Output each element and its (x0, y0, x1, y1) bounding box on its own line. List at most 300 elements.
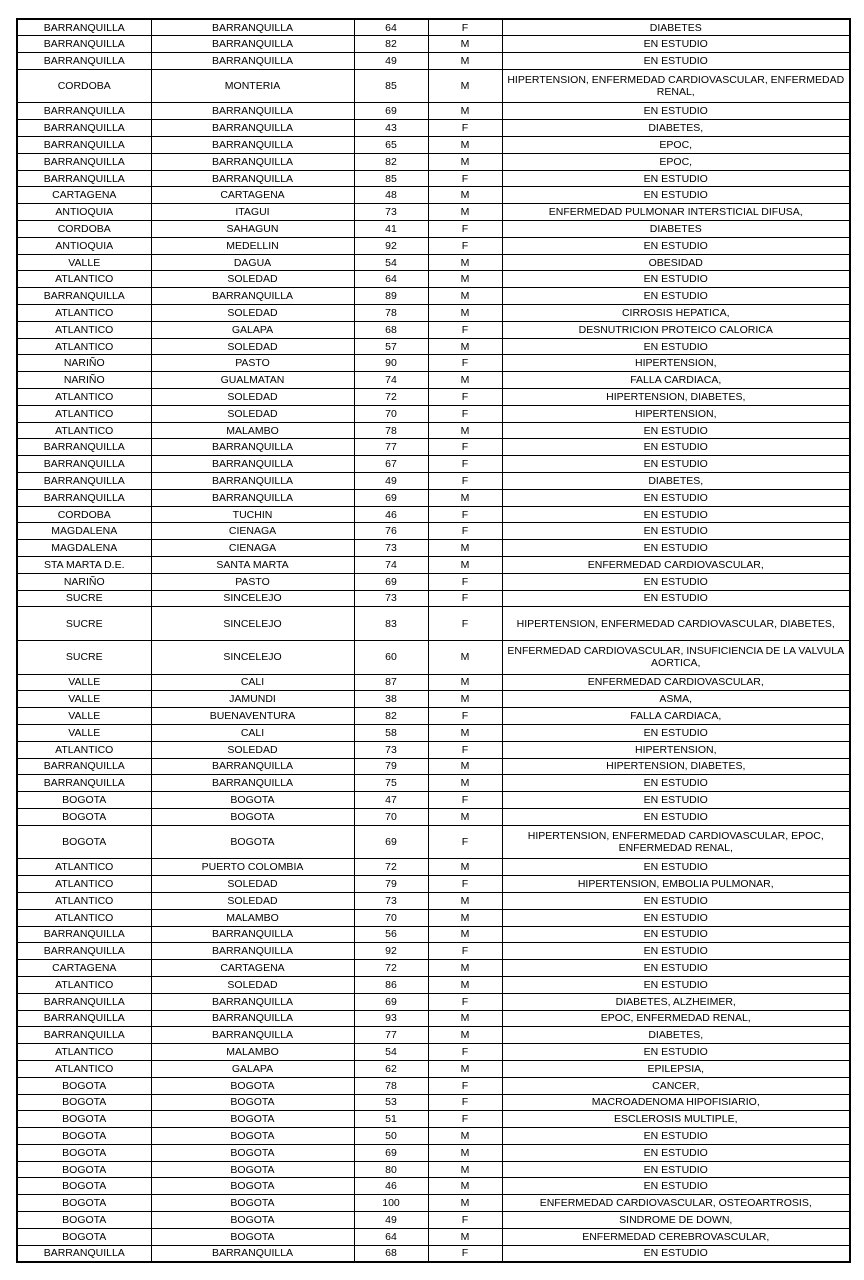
age-cell: 72 (354, 960, 428, 977)
conditions-cell: EN ESTUDIO (502, 103, 850, 120)
sex-cell: M (428, 254, 502, 271)
department-cell: BARRANQUILLA (17, 758, 151, 775)
conditions-cell: ENFERMEDAD CARDIOVASCULAR, (502, 674, 850, 691)
conditions-cell: ENFERMEDAD CARDIOVASCULAR, INSUFICIENCIA DE LA VALVULA AORTICA, (502, 640, 850, 674)
sex-cell: M (428, 960, 502, 977)
age-cell: 78 (354, 422, 428, 439)
department-cell: ATLANTICO (17, 405, 151, 422)
age-cell: 69 (354, 573, 428, 590)
age-cell: 92 (354, 943, 428, 960)
city-cell: SINCELEJO (151, 640, 354, 674)
conditions-cell: EN ESTUDIO (502, 506, 850, 523)
table-row (17, 1161, 850, 1178)
department-cell: VALLE (17, 691, 151, 708)
conditions-cell: DIABETES, ALZHEIMER, (502, 993, 850, 1010)
department-cell: BARRANQUILLA (17, 1027, 151, 1044)
conditions-cell: EN ESTUDIO (502, 1128, 850, 1145)
department-cell: ANTIOQUIA (17, 204, 151, 221)
table-row (17, 825, 850, 859)
sex-cell: F (428, 456, 502, 473)
age-cell: 49 (354, 53, 428, 70)
age-cell: 50 (354, 1128, 428, 1145)
conditions-cell: DIABETES (502, 221, 850, 238)
conditions-cell: ENFERMEDAD CARDIOVASCULAR, (502, 557, 850, 574)
table-row (17, 859, 850, 876)
table-row (17, 439, 850, 456)
city-cell: CARTAGENA (151, 960, 354, 977)
city-cell: SINCELEJO (151, 590, 354, 607)
conditions-cell: HIPERTENSION, DIABETES, (502, 389, 850, 406)
department-cell: ATLANTICO (17, 305, 151, 322)
city-cell: PASTO (151, 573, 354, 590)
sex-cell: F (428, 355, 502, 372)
table-row (17, 976, 850, 993)
department-cell: SUCRE (17, 607, 151, 641)
sex-cell: M (428, 305, 502, 322)
age-cell: 46 (354, 1178, 428, 1195)
conditions-cell: EN ESTUDIO (502, 926, 850, 943)
city-cell: JAMUNDI (151, 691, 354, 708)
city-cell: BOGOTA (151, 1178, 354, 1195)
department-cell: BOGOTA (17, 1161, 151, 1178)
sex-cell: M (428, 53, 502, 70)
age-cell: 73 (354, 892, 428, 909)
conditions-cell: OBESIDAD (502, 254, 850, 271)
conditions-cell: ENFERMEDAD CARDIOVASCULAR, OSTEOARTROSIS, (502, 1195, 850, 1212)
city-cell: BARRANQUILLA (151, 103, 354, 120)
age-cell: 70 (354, 909, 428, 926)
sex-cell: M (428, 69, 502, 103)
department-cell: CARTAGENA (17, 187, 151, 204)
department-cell: BARRANQUILLA (17, 53, 151, 70)
table-row (17, 523, 850, 540)
sex-cell: M (428, 808, 502, 825)
sex-cell: F (428, 1111, 502, 1128)
age-cell: 75 (354, 775, 428, 792)
city-cell: GALAPA (151, 1060, 354, 1077)
city-cell: BOGOTA (151, 1094, 354, 1111)
table-row (17, 741, 850, 758)
department-cell: BARRANQUILLA (17, 926, 151, 943)
age-cell: 54 (354, 254, 428, 271)
table-row (17, 53, 850, 70)
conditions-cell: EN ESTUDIO (502, 892, 850, 909)
conditions-cell: EN ESTUDIO (502, 808, 850, 825)
age-cell: 72 (354, 859, 428, 876)
table-row (17, 1245, 850, 1262)
sex-cell: F (428, 1245, 502, 1262)
sex-cell: M (428, 557, 502, 574)
department-cell: SUCRE (17, 640, 151, 674)
city-cell: SOLEDAD (151, 976, 354, 993)
sex-cell: F (428, 405, 502, 422)
age-cell: 49 (354, 1212, 428, 1229)
department-cell: VALLE (17, 724, 151, 741)
conditions-cell: HIPERTENSION, DIABETES, (502, 758, 850, 775)
table-row (17, 221, 850, 238)
city-cell: MEDELLIN (151, 237, 354, 254)
table-row (17, 808, 850, 825)
conditions-cell: HIPERTENSION, ENFERMEDAD CARDIOVASCULAR, ENFERMEDAD RENAL, (502, 69, 850, 103)
age-cell: 70 (354, 405, 428, 422)
age-cell: 51 (354, 1111, 428, 1128)
table-row (17, 792, 850, 809)
city-cell: TUCHIN (151, 506, 354, 523)
table-row (17, 355, 850, 372)
conditions-cell: EN ESTUDIO (502, 439, 850, 456)
age-cell: 82 (354, 708, 428, 725)
city-cell: DAGUA (151, 254, 354, 271)
department-cell: BARRANQUILLA (17, 473, 151, 490)
conditions-cell: EN ESTUDIO (502, 338, 850, 355)
conditions-cell: EN ESTUDIO (502, 540, 850, 557)
city-cell: CALI (151, 724, 354, 741)
conditions-cell: EN ESTUDIO (502, 523, 850, 540)
age-cell: 80 (354, 1161, 428, 1178)
conditions-cell: EN ESTUDIO (502, 573, 850, 590)
table-row (17, 758, 850, 775)
sex-cell: F (428, 237, 502, 254)
conditions-cell: EN ESTUDIO (502, 1144, 850, 1161)
table-row (17, 607, 850, 641)
sex-cell: M (428, 1161, 502, 1178)
age-cell: 79 (354, 758, 428, 775)
sex-cell: M (428, 271, 502, 288)
table-row (17, 960, 850, 977)
fallecidos-table (16, 18, 851, 1263)
city-cell: BARRANQUILLA (151, 943, 354, 960)
age-cell: 67 (354, 456, 428, 473)
table-row (17, 120, 850, 137)
conditions-cell: EN ESTUDIO (502, 590, 850, 607)
city-cell: BARRANQUILLA (151, 758, 354, 775)
conditions-cell: EPILEPSIA, (502, 1060, 850, 1077)
conditions-cell: EN ESTUDIO (502, 53, 850, 70)
department-cell: BOGOTA (17, 1178, 151, 1195)
conditions-cell: EN ESTUDIO (502, 170, 850, 187)
city-cell: BARRANQUILLA (151, 53, 354, 70)
city-cell: BOGOTA (151, 1212, 354, 1229)
table-row (17, 674, 850, 691)
sex-cell: F (428, 473, 502, 490)
age-cell: 76 (354, 523, 428, 540)
age-cell: 74 (354, 557, 428, 574)
sex-cell: M (428, 540, 502, 557)
conditions-cell: ASMA, (502, 691, 850, 708)
age-cell: 73 (354, 540, 428, 557)
sex-cell: F (428, 1094, 502, 1111)
department-cell: BOGOTA (17, 1144, 151, 1161)
city-cell: SOLEDAD (151, 271, 354, 288)
table-row (17, 321, 850, 338)
department-cell: VALLE (17, 708, 151, 725)
age-cell: 65 (354, 137, 428, 154)
department-cell: SUCRE (17, 590, 151, 607)
age-cell: 48 (354, 187, 428, 204)
table-row (17, 254, 850, 271)
conditions-cell: ENFERMEDAD CEREBROVASCULAR, (502, 1228, 850, 1245)
sex-cell: F (428, 221, 502, 238)
table-row (17, 103, 850, 120)
city-cell: BARRANQUILLA (151, 153, 354, 170)
conditions-cell: EN ESTUDIO (502, 456, 850, 473)
conditions-cell: DESNUTRICION PROTEICO CALORICA (502, 321, 850, 338)
city-cell: SOLEDAD (151, 892, 354, 909)
sex-cell: M (428, 976, 502, 993)
sex-cell: M (428, 892, 502, 909)
city-cell: BARRANQUILLA (151, 489, 354, 506)
city-cell: BARRANQUILLA (151, 993, 354, 1010)
sex-cell: F (428, 1044, 502, 1061)
sex-cell: F (428, 708, 502, 725)
sex-cell: F (428, 876, 502, 893)
city-cell: BARRANQUILLA (151, 926, 354, 943)
table-row (17, 724, 850, 741)
sex-cell: M (428, 372, 502, 389)
conditions-cell: EN ESTUDIO (502, 792, 850, 809)
city-cell: BOGOTA (151, 1128, 354, 1145)
sex-cell: M (428, 338, 502, 355)
city-cell: SOLEDAD (151, 741, 354, 758)
city-cell: SOLEDAD (151, 305, 354, 322)
table-row (17, 1010, 850, 1027)
age-cell: 60 (354, 640, 428, 674)
city-cell: SOLEDAD (151, 876, 354, 893)
age-cell: 58 (354, 724, 428, 741)
city-cell: CALI (151, 674, 354, 691)
age-cell: 85 (354, 69, 428, 103)
age-cell: 83 (354, 607, 428, 641)
department-cell: BOGOTA (17, 825, 151, 859)
conditions-cell: EN ESTUDIO (502, 489, 850, 506)
sex-cell: M (428, 758, 502, 775)
table-row (17, 1094, 850, 1111)
age-cell: 77 (354, 439, 428, 456)
city-cell: SANTA MARTA (151, 557, 354, 574)
conditions-cell: ESCLEROSIS MULTIPLE, (502, 1111, 850, 1128)
conditions-cell: EN ESTUDIO (502, 960, 850, 977)
conditions-cell: FALLA CARDIACA, (502, 708, 850, 725)
sex-cell: M (428, 926, 502, 943)
sex-cell: M (428, 1060, 502, 1077)
table-row (17, 422, 850, 439)
sex-cell: F (428, 943, 502, 960)
age-cell: 53 (354, 1094, 428, 1111)
department-cell: ATLANTICO (17, 389, 151, 406)
department-cell: BOGOTA (17, 1077, 151, 1094)
department-cell: BARRANQUILLA (17, 1245, 151, 1262)
sex-cell: F (428, 792, 502, 809)
sex-cell: F (428, 590, 502, 607)
age-cell: 70 (354, 808, 428, 825)
conditions-cell: CANCER, (502, 1077, 850, 1094)
table-row (17, 557, 850, 574)
age-cell: 86 (354, 976, 428, 993)
table-row (17, 1144, 850, 1161)
age-cell: 89 (354, 288, 428, 305)
department-cell: NARIÑO (17, 573, 151, 590)
sex-cell: M (428, 1228, 502, 1245)
department-cell: ATLANTICO (17, 859, 151, 876)
table-row (17, 1060, 850, 1077)
conditions-cell: HIPERTENSION, (502, 355, 850, 372)
department-cell: BARRANQUILLA (17, 120, 151, 137)
city-cell: PUERTO COLOMBIA (151, 859, 354, 876)
city-cell: BOGOTA (151, 792, 354, 809)
sex-cell: F (428, 993, 502, 1010)
age-cell: 41 (354, 221, 428, 238)
conditions-cell: EN ESTUDIO (502, 187, 850, 204)
table-row (17, 19, 850, 36)
department-cell: CARTAGENA (17, 960, 151, 977)
city-cell: BARRANQUILLA (151, 439, 354, 456)
sex-cell: F (428, 506, 502, 523)
table-row (17, 876, 850, 893)
table-row (17, 1228, 850, 1245)
sex-cell: F (428, 439, 502, 456)
table-row (17, 187, 850, 204)
conditions-cell: HIPERTENSION, ENFERMEDAD CARDIOVASCULAR, DIABETES, (502, 607, 850, 641)
city-cell: BOGOTA (151, 1228, 354, 1245)
conditions-cell: EPOC, (502, 153, 850, 170)
city-cell: BOGOTA (151, 825, 354, 859)
city-cell: MALAMBO (151, 422, 354, 439)
sex-cell: M (428, 1195, 502, 1212)
age-cell: 74 (354, 372, 428, 389)
sex-cell: M (428, 153, 502, 170)
sex-cell: M (428, 724, 502, 741)
table-row (17, 405, 850, 422)
table-row (17, 137, 850, 154)
conditions-cell: HIPERTENSION, ENFERMEDAD CARDIOVASCULAR, EPOC, ENFERMEDAD RENAL, (502, 825, 850, 859)
city-cell: BOGOTA (151, 1144, 354, 1161)
age-cell: 92 (354, 237, 428, 254)
sex-cell: M (428, 422, 502, 439)
table-row (17, 204, 850, 221)
table-row (17, 943, 850, 960)
age-cell: 69 (354, 825, 428, 859)
age-cell: 38 (354, 691, 428, 708)
city-cell: CIENAGA (151, 540, 354, 557)
department-cell: BOGOTA (17, 792, 151, 809)
city-cell: BOGOTA (151, 1077, 354, 1094)
table-row (17, 69, 850, 103)
department-cell: ATLANTICO (17, 876, 151, 893)
department-cell: ATLANTICO (17, 271, 151, 288)
department-cell: VALLE (17, 254, 151, 271)
sex-cell: M (428, 1010, 502, 1027)
sex-cell: M (428, 640, 502, 674)
city-cell: BUENAVENTURA (151, 708, 354, 725)
age-cell: 69 (354, 489, 428, 506)
table-row (17, 456, 850, 473)
conditions-cell: EN ESTUDIO (502, 909, 850, 926)
conditions-cell: EN ESTUDIO (502, 1245, 850, 1262)
conditions-cell: EN ESTUDIO (502, 724, 850, 741)
age-cell: 77 (354, 1027, 428, 1044)
conditions-cell: HIPERTENSION, (502, 741, 850, 758)
table-row (17, 1044, 850, 1061)
table-row (17, 338, 850, 355)
department-cell: BOGOTA (17, 1128, 151, 1145)
table-row (17, 271, 850, 288)
sex-cell: M (428, 909, 502, 926)
city-cell: BARRANQUILLA (151, 456, 354, 473)
table-row (17, 1178, 850, 1195)
table-row (17, 1027, 850, 1044)
age-cell: 73 (354, 204, 428, 221)
age-cell: 73 (354, 590, 428, 607)
conditions-cell: DIABETES, (502, 1027, 850, 1044)
city-cell: MONTERIA (151, 69, 354, 103)
city-cell: SOLEDAD (151, 338, 354, 355)
sex-cell: M (428, 1027, 502, 1044)
age-cell: 69 (354, 993, 428, 1010)
department-cell: MAGDALENA (17, 540, 151, 557)
department-cell: BARRANQUILLA (17, 103, 151, 120)
table-body (17, 19, 850, 1262)
sex-cell: M (428, 103, 502, 120)
conditions-cell: HIPERTENSION, EMBOLIA PULMONAR, (502, 876, 850, 893)
department-cell: ATLANTICO (17, 1044, 151, 1061)
city-cell: BOGOTA (151, 1161, 354, 1178)
city-cell: BOGOTA (151, 1195, 354, 1212)
conditions-cell: EN ESTUDIO (502, 36, 850, 53)
age-cell: 57 (354, 338, 428, 355)
age-cell: 82 (354, 36, 428, 53)
department-cell: BARRANQUILLA (17, 288, 151, 305)
conditions-cell: EN ESTUDIO (502, 288, 850, 305)
department-cell: BARRANQUILLA (17, 993, 151, 1010)
age-cell: 69 (354, 103, 428, 120)
department-cell: VALLE (17, 674, 151, 691)
department-cell: BOGOTA (17, 1228, 151, 1245)
conditions-cell: EN ESTUDIO (502, 1044, 850, 1061)
department-cell: ATLANTICO (17, 422, 151, 439)
department-cell: BARRANQUILLA (17, 1010, 151, 1027)
age-cell: 56 (354, 926, 428, 943)
age-cell: 47 (354, 792, 428, 809)
table-row (17, 540, 850, 557)
department-cell: BOGOTA (17, 808, 151, 825)
sex-cell: M (428, 691, 502, 708)
department-cell: CORDOBA (17, 506, 151, 523)
conditions-cell: MACROADENOMA HIPOFISIARIO, (502, 1094, 850, 1111)
department-cell: BARRANQUILLA (17, 36, 151, 53)
city-cell: BOGOTA (151, 1111, 354, 1128)
sex-cell: F (428, 19, 502, 36)
sex-cell: M (428, 1128, 502, 1145)
table-row (17, 153, 850, 170)
age-cell: 82 (354, 153, 428, 170)
conditions-cell: DIABETES, (502, 120, 850, 137)
department-cell: CORDOBA (17, 221, 151, 238)
table-row (17, 372, 850, 389)
city-cell: GALAPA (151, 321, 354, 338)
department-cell: NARIÑO (17, 372, 151, 389)
age-cell: 90 (354, 355, 428, 372)
city-cell: MALAMBO (151, 909, 354, 926)
table-row (17, 288, 850, 305)
table-row (17, 708, 850, 725)
age-cell: 54 (354, 1044, 428, 1061)
conditions-cell: ENFERMEDAD PULMONAR INTERSTICIAL DIFUSA, (502, 204, 850, 221)
conditions-cell: EN ESTUDIO (502, 271, 850, 288)
age-cell: 49 (354, 473, 428, 490)
city-cell: CIENAGA (151, 523, 354, 540)
department-cell: ATLANTICO (17, 976, 151, 993)
age-cell: 43 (354, 120, 428, 137)
